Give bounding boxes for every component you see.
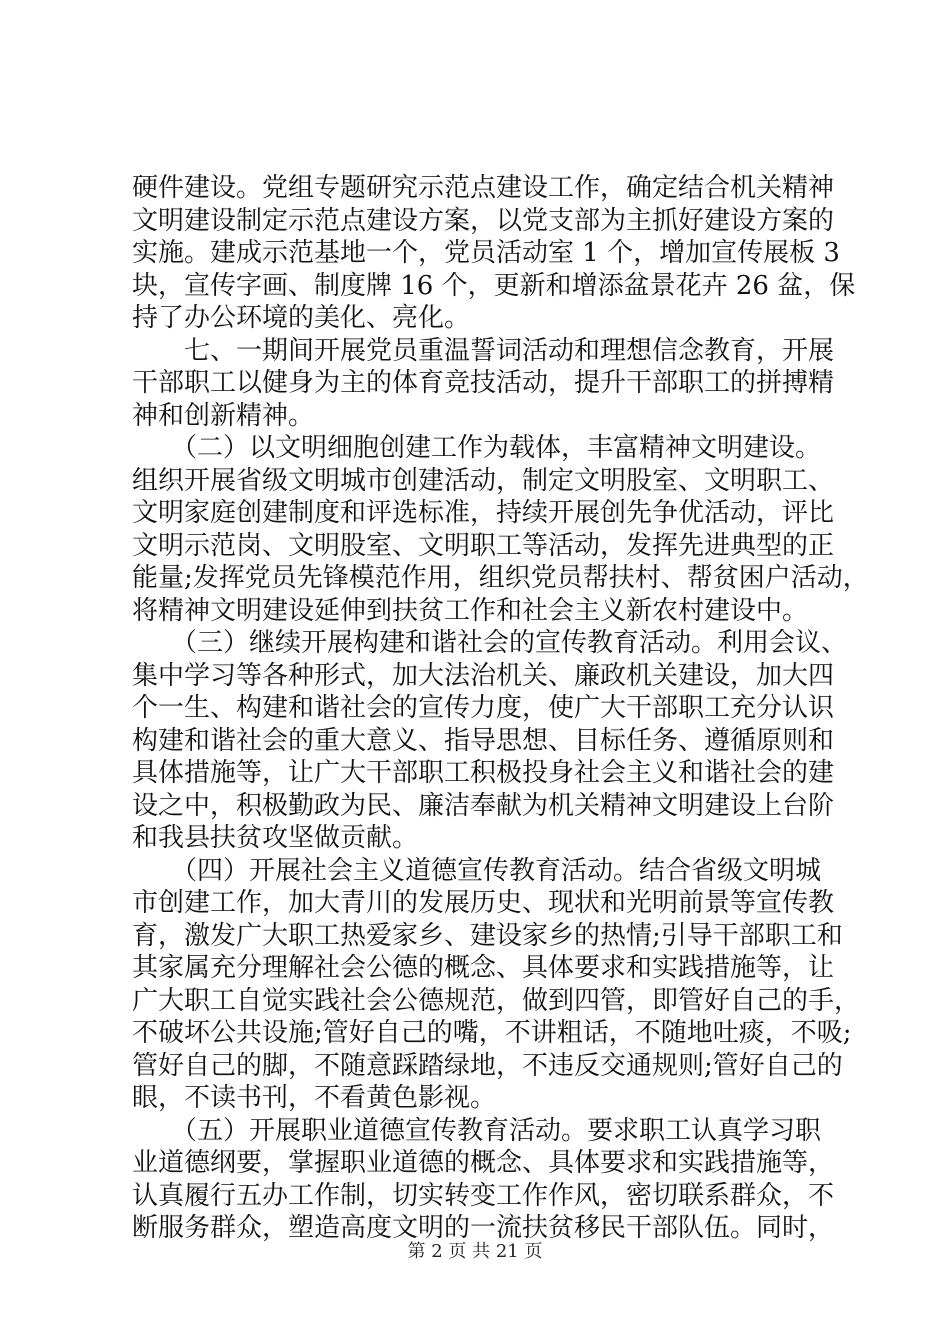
text-line: 认真履行五办工作制，切实转变工作作风，密切联系群众，不	[132, 1180, 835, 1211]
text-line: 文明家庭创建制度和评选标准，持续开展创先争优活动，评比	[132, 498, 835, 528]
text-line: 管好自己的脚，不随意踩踏绿地，不违反交通规则;管好自己的	[132, 1050, 843, 1081]
paragraph-section-two	[132, 432, 869, 627]
text-line: 七、一期间开展党员重温誓词活动和理想信念教育，开展	[132, 335, 835, 366]
text-line: 业道德纲要，掌握职业道德的概念、具体要求和实践措施等，	[132, 1148, 835, 1178]
text-line: 育，激发广大职工热爱家乡、建设家乡的热情;引导干部职工和	[132, 920, 843, 951]
text-line: 能量;发挥党员先锋模范作用，组织党员帮扶村、帮贫困户活动，	[132, 563, 869, 593]
text-line: 构建和谐社会的重大意义、指导思想、目标任务、遵循原则和	[132, 725, 835, 756]
text-line: 设之中，积极勤政为民、廉洁奉献为机关精神文明建设上台阶	[132, 790, 835, 821]
text-line: 眼，不读书刊，不看黄色影视。	[132, 1083, 497, 1113]
text-line: （四）开展社会主义道德宣传教育活动。结合省级文明城	[132, 855, 822, 886]
text-line: （二）以文明细胞创建工作为载体，丰富精神文明建设。	[132, 433, 822, 463]
text-line: 硬件建设。党组专题研究示范点建设工作，确定结合机关精神	[132, 173, 835, 203]
text-line: 神和创新精神。	[132, 400, 315, 431]
text-line: 将精神文明建设延伸到扶贫工作和社会主义新农村建设中。	[132, 595, 809, 626]
text-line: 实施。建成示范基地一个，党员活动室 1 个，增加宣传展板 3	[132, 238, 840, 268]
paragraph-section-four	[132, 855, 861, 1115]
paragraph-hardware-construction	[132, 172, 856, 335]
paragraph-section-five	[132, 1115, 835, 1245]
page-number-footer: 第 2 页 共 21 页	[407, 1241, 543, 1262]
text-line: 断服务群众，塑造高度文明的一流扶贫移民干部队伍。同时，	[132, 1213, 835, 1243]
document-body	[132, 172, 869, 1245]
text-line: 广大职工自觉实践社会公德规范，做到四管，即管好自己的手，	[132, 985, 861, 1016]
text-line: 个一生、构建和谐社会的宣传力度，使广大干部职工充分认识	[132, 693, 835, 723]
text-line: 其家属充分理解社会公德的概念、具体要求和实践措施等，让	[132, 953, 835, 983]
text-line: 不破坏公共设施;管好自己的嘴，不讲粗话，不随地吐痰，不吸;	[132, 1018, 852, 1048]
text-line: 具体措施等，让广大干部职工积极投身社会主义和谐社会的建	[132, 758, 835, 788]
text-line: 文明示范岗、文明股室、文明职工等活动，发挥先进典型的正	[132, 530, 835, 561]
text-line: 集中学习等各种形式，加大法治机关、廉政机关建设，加大四	[132, 660, 835, 691]
text-line: 市创建工作，加大青川的发展历史、现状和光明前景等宣传教	[132, 888, 835, 918]
text-line: 持了办公环境的美化、亮化。	[132, 303, 471, 333]
text-line: （五）开展职业道德宣传教育活动。要求职工认真学习职	[132, 1115, 822, 1146]
text-line: 和我县扶贫攻坚做贡献。	[132, 823, 419, 853]
text-line: （三）继续开展构建和谐社会的宣传教育活动。利用会议、	[132, 628, 848, 658]
paragraph-section-three	[132, 627, 848, 855]
text-line: 块，宣传字画、制度牌 16 个，更新和增添盆景花卉 26 盆，保	[132, 270, 856, 301]
text-line: 文明建设制定示范点建设方案，以党支部为主抓好建设方案的	[132, 205, 835, 236]
text-line: 组织开展省级文明城市创建活动，制定文明股室、文明职工、	[132, 465, 835, 496]
text-line: 干部职工以健身为主的体育竞技活动，提升干部职工的拼搏精	[132, 368, 835, 398]
paragraph-item-seven	[132, 335, 835, 433]
